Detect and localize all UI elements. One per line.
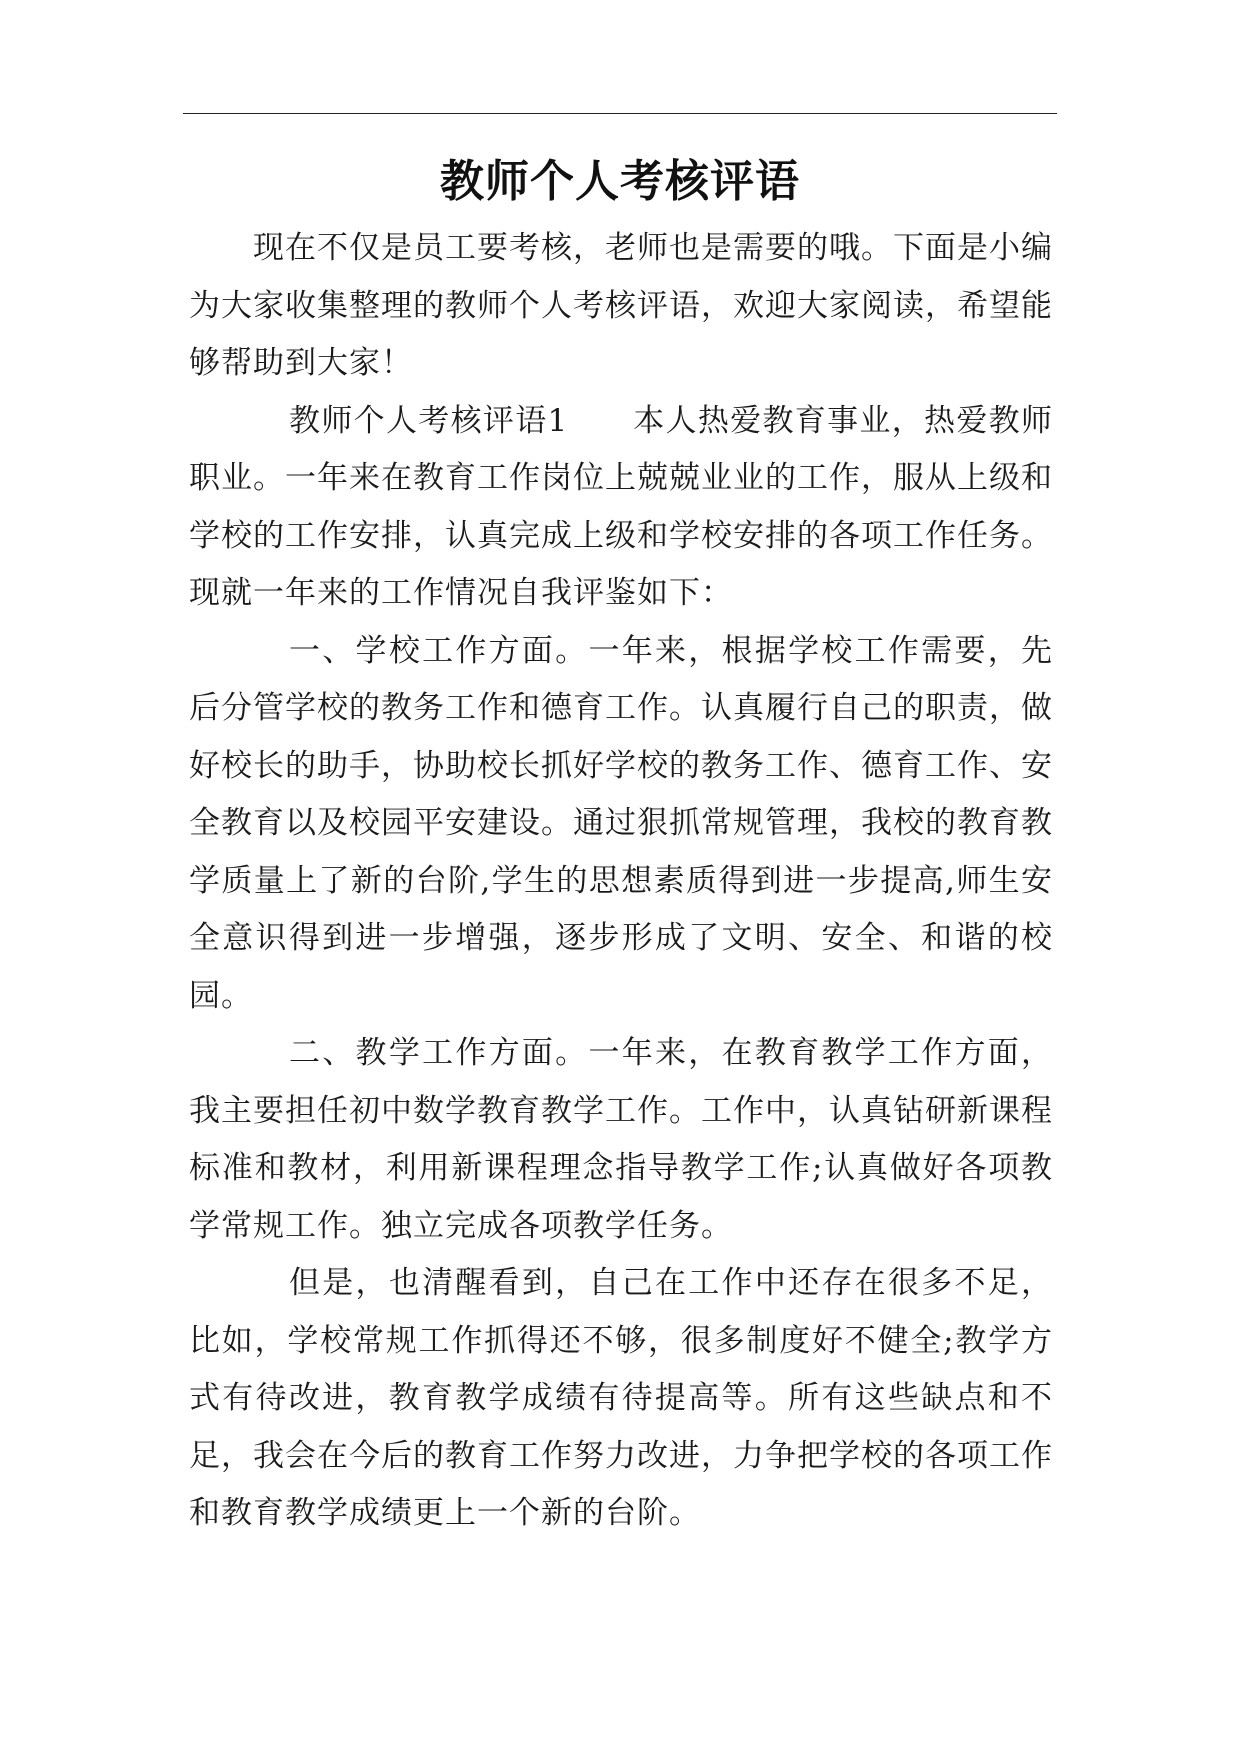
- paragraph-school-work: 一、学校工作方面。一年来，根据学校工作需要，先后分管学校的教务工作和德育工作。认真履行自己的职责，做好校长的助手，协助校长抓好学校的教务工作、德育工作、安全教育以及校园平安建设。通过狠抓常规管理，我校的教育教学质量上了新的台阶,学生的思想素质得到进一步提高,师生安全意识得到进一步增强，逐步形成了文明、安全、和谐的校园。: [189, 632, 1053, 1014]
- intro-paragraph: 现在不仅是员工要考核，老师也是需要的哦。下面是小编为大家收集整理的教师个人考核评语，欢迎大家阅读，希望能够帮助到大家！: [189, 230, 1053, 381]
- paragraph-evaluation-1: 教师个人考核评语1 本人热爱教育事业，热爱教师职业。一年来在教育工作岗位上兢兢业业的工作，服从上级和学校的工作安排，认真完成上级和学校安排的各项工作任务。现就一年来的工作情况自我评鉴如下：: [189, 402, 1053, 611]
- document-title: 教师个人考核评语: [440, 156, 800, 207]
- paragraph-teaching-work: 二、教学工作方面。一年来，在教育教学工作方面，我主要担任初中数学教育教学工作。工作中，认真钻研新课程标准和教材，利用新课程理念指导教学工作;认真做好各项教学常规工作。独立完成各项教学任务。: [189, 1035, 1053, 1244]
- header-rule: [183, 113, 1057, 114]
- document-body: [189, 220, 1053, 1543]
- paragraph-shortcomings: 但是，也清醒看到，自己在工作中还存在很多不足，比如，学校常规工作抓得还不够，很多制度好不健全;教学方式有待改进，教育教学成绩有待提高等。所有这些缺点和不足，我会在今后的教育工作努力改进，力争把学校的各项工作和教育教学成绩更上一个新的台阶。: [189, 1265, 1053, 1531]
